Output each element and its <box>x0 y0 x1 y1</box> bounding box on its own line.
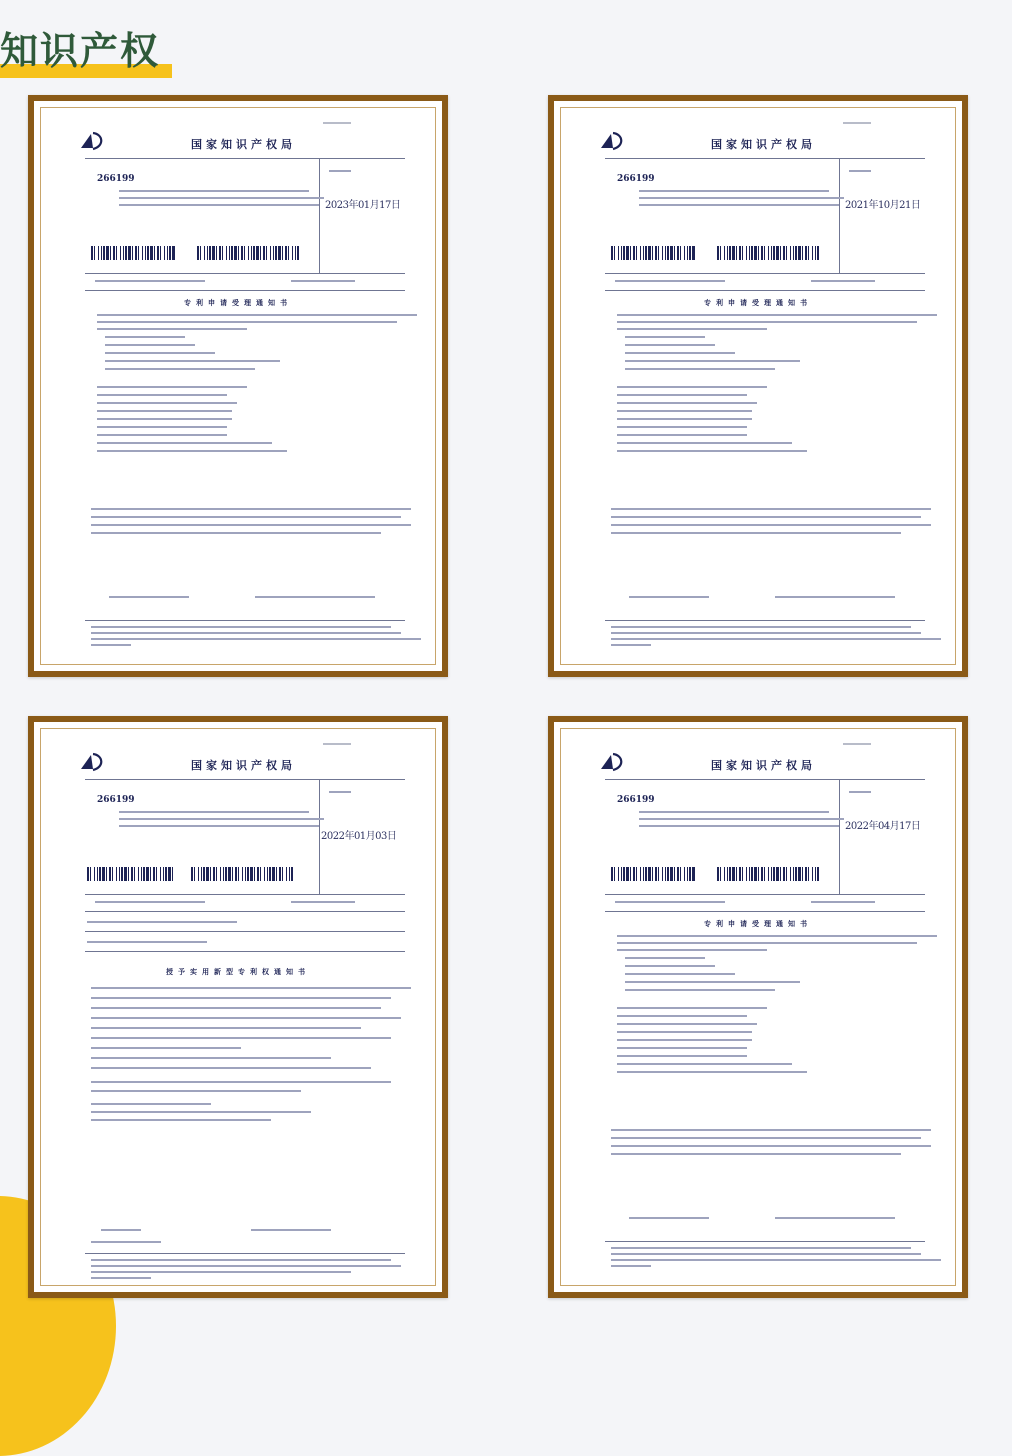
text-line <box>625 989 775 991</box>
rule <box>85 931 405 932</box>
rule <box>85 779 405 780</box>
text-line <box>97 402 237 404</box>
text-line <box>119 190 309 192</box>
text-line <box>639 811 829 813</box>
rule <box>605 911 925 912</box>
text-line <box>617 321 917 323</box>
text-line <box>91 1027 361 1029</box>
text-line <box>97 386 247 388</box>
text-line <box>91 1103 211 1105</box>
text-line <box>617 949 767 951</box>
text-line <box>105 368 255 370</box>
text-line <box>91 1017 401 1019</box>
notice-heading: 授予实用新型专利权通知书 <box>166 968 310 976</box>
text-line <box>617 1031 752 1033</box>
text-line <box>617 1023 757 1025</box>
text-line <box>119 825 319 827</box>
text-line <box>625 981 800 983</box>
cnipa-logo-icon <box>79 751 107 773</box>
certificate-paper <box>560 728 956 1286</box>
application-number: 266199 <box>617 795 655 805</box>
text-line <box>251 1229 331 1231</box>
text-line <box>91 626 391 628</box>
text-line <box>97 418 232 420</box>
text-line <box>105 352 215 354</box>
text-line <box>91 1037 391 1039</box>
text-line <box>611 508 931 510</box>
text-line <box>617 1071 807 1073</box>
date: 2022年04月17日 <box>845 821 921 832</box>
text-line <box>91 1265 401 1267</box>
text-line <box>849 170 871 172</box>
application-number: 266199 <box>97 174 135 184</box>
barcode <box>191 867 295 881</box>
text-line <box>95 280 205 282</box>
text-line <box>617 314 937 316</box>
notice-heading: 专利申请受理通知书 <box>184 299 292 307</box>
rule <box>605 1241 925 1242</box>
text-line <box>617 426 747 428</box>
application-number: 266199 <box>617 174 655 184</box>
text-line <box>615 280 725 282</box>
text-line <box>617 442 792 444</box>
text-line <box>119 197 324 199</box>
text-line <box>617 410 752 412</box>
text-line <box>91 997 391 999</box>
cnipa-logo-icon <box>79 130 107 152</box>
text-line <box>611 644 651 646</box>
text-line <box>615 901 725 903</box>
text-line <box>617 1047 747 1049</box>
text-line <box>617 418 752 420</box>
text-line <box>119 818 324 820</box>
text-line <box>639 204 839 206</box>
text-line <box>625 344 715 346</box>
text-line <box>617 935 937 937</box>
text-line <box>617 394 747 396</box>
rule <box>319 158 320 273</box>
text-line <box>91 524 411 526</box>
text-line <box>617 1039 752 1041</box>
text-line <box>611 1129 931 1131</box>
text-line <box>255 596 375 598</box>
page-title: 知识产权 <box>0 29 161 73</box>
text-line <box>617 1055 747 1057</box>
rule <box>605 620 925 621</box>
text-line <box>611 524 931 526</box>
text-line <box>87 941 207 943</box>
notice-heading: 专利申请受理通知书 <box>704 299 812 307</box>
text-line <box>329 170 351 172</box>
text-line <box>109 596 189 598</box>
date: 2023年01月17日 <box>325 200 401 211</box>
text-line <box>639 818 844 820</box>
rule <box>85 951 405 952</box>
text-line <box>625 957 705 959</box>
barcode <box>611 246 697 260</box>
text-line <box>611 516 921 518</box>
rule <box>85 894 405 895</box>
rule <box>839 158 840 273</box>
header-mark <box>323 122 351 124</box>
certificate-card[interactable] <box>28 716 448 1298</box>
text-line <box>639 190 829 192</box>
cnipa-logo-icon <box>599 130 627 152</box>
text-line <box>617 434 747 436</box>
text-line <box>625 336 705 338</box>
text-line <box>91 508 411 510</box>
text-line <box>625 360 800 362</box>
application-number: 266199 <box>97 795 135 805</box>
barcode <box>91 246 177 260</box>
text-line <box>105 336 185 338</box>
text-line <box>101 1229 141 1231</box>
barcode <box>717 246 821 260</box>
text-line <box>639 197 844 199</box>
text-line <box>611 1137 921 1139</box>
text-line <box>611 1153 901 1155</box>
text-line <box>91 638 421 640</box>
text-line <box>105 344 195 346</box>
agency-name: 国家知识产权局 <box>191 138 296 151</box>
text-line <box>97 321 397 323</box>
text-line <box>611 626 911 628</box>
text-line <box>91 1090 301 1092</box>
text-line <box>849 791 871 793</box>
text-line <box>97 434 227 436</box>
text-line <box>97 410 232 412</box>
date: 2021年10月21日 <box>845 200 921 211</box>
rule <box>605 290 925 291</box>
text-line <box>291 280 355 282</box>
cnipa-logo-icon <box>599 751 627 773</box>
certificate-card[interactable] <box>548 716 968 1298</box>
text-line <box>611 638 941 640</box>
text-line <box>625 368 775 370</box>
barcode <box>197 246 301 260</box>
text-line <box>617 328 767 330</box>
text-line <box>91 1047 241 1049</box>
text-line <box>91 1081 391 1083</box>
text-line <box>617 402 757 404</box>
text-line <box>105 360 280 362</box>
text-line <box>91 1111 311 1113</box>
certificate-card[interactable] <box>548 95 968 677</box>
text-line <box>97 394 227 396</box>
text-line <box>617 1007 767 1009</box>
text-line <box>119 811 309 813</box>
text-line <box>97 450 287 452</box>
agency-name: 国家知识产权局 <box>191 759 296 772</box>
text-line <box>617 1015 747 1017</box>
text-line <box>91 644 131 646</box>
text-line <box>611 1145 931 1147</box>
certificate-paper <box>40 728 436 1286</box>
certificate-paper <box>560 107 956 665</box>
text-line <box>811 280 875 282</box>
text-line <box>625 965 715 967</box>
text-line <box>97 314 417 316</box>
text-line <box>91 1277 151 1279</box>
agency-name: 国家知识产权局 <box>711 138 816 151</box>
text-line <box>625 352 735 354</box>
text-line <box>91 1007 381 1009</box>
rule <box>85 1253 405 1254</box>
text-line <box>617 386 767 388</box>
text-line <box>119 204 319 206</box>
text-line <box>611 1259 941 1261</box>
text-line <box>639 825 839 827</box>
rule <box>85 158 405 159</box>
text-line <box>291 901 355 903</box>
rule <box>319 779 320 894</box>
text-line <box>91 987 411 989</box>
rule <box>605 894 925 895</box>
date: 2022年01月03日 <box>321 831 397 842</box>
text-line <box>611 1265 651 1267</box>
text-line <box>617 1063 792 1065</box>
text-line <box>611 632 921 634</box>
text-line <box>95 901 205 903</box>
rule <box>839 779 840 894</box>
notice-heading: 专利申请受理通知书 <box>704 920 812 928</box>
agency-name: 国家知识产权局 <box>711 759 816 772</box>
text-line <box>775 596 895 598</box>
text-line <box>617 942 917 944</box>
text-line <box>91 516 401 518</box>
barcode <box>717 867 821 881</box>
rule <box>605 779 925 780</box>
rule <box>85 911 405 912</box>
header-mark <box>843 743 871 745</box>
text-line <box>91 1259 391 1261</box>
text-line <box>87 921 237 923</box>
text-line <box>97 328 247 330</box>
text-line <box>775 1217 895 1219</box>
barcode <box>87 867 175 881</box>
text-line <box>91 532 381 534</box>
header-mark <box>843 122 871 124</box>
certificate-paper <box>40 107 436 665</box>
text-line <box>97 442 272 444</box>
rule <box>85 290 405 291</box>
text-line <box>611 1247 911 1249</box>
rule <box>605 158 925 159</box>
text-line <box>625 973 735 975</box>
text-line <box>91 1119 271 1121</box>
text-line <box>611 532 901 534</box>
text-line <box>811 901 875 903</box>
certificate-card[interactable] <box>28 95 448 677</box>
text-line <box>91 1057 331 1059</box>
barcode <box>611 867 697 881</box>
text-line <box>91 1067 371 1069</box>
rule <box>605 273 925 274</box>
text-line <box>97 426 227 428</box>
rule <box>85 620 405 621</box>
text-line <box>611 1253 921 1255</box>
rule <box>85 273 405 274</box>
text-line <box>91 632 401 634</box>
header-mark <box>323 743 351 745</box>
text-line <box>91 1241 161 1243</box>
text-line <box>329 791 351 793</box>
text-line <box>617 450 807 452</box>
text-line <box>91 1271 351 1273</box>
text-line <box>629 1217 709 1219</box>
text-line <box>629 596 709 598</box>
